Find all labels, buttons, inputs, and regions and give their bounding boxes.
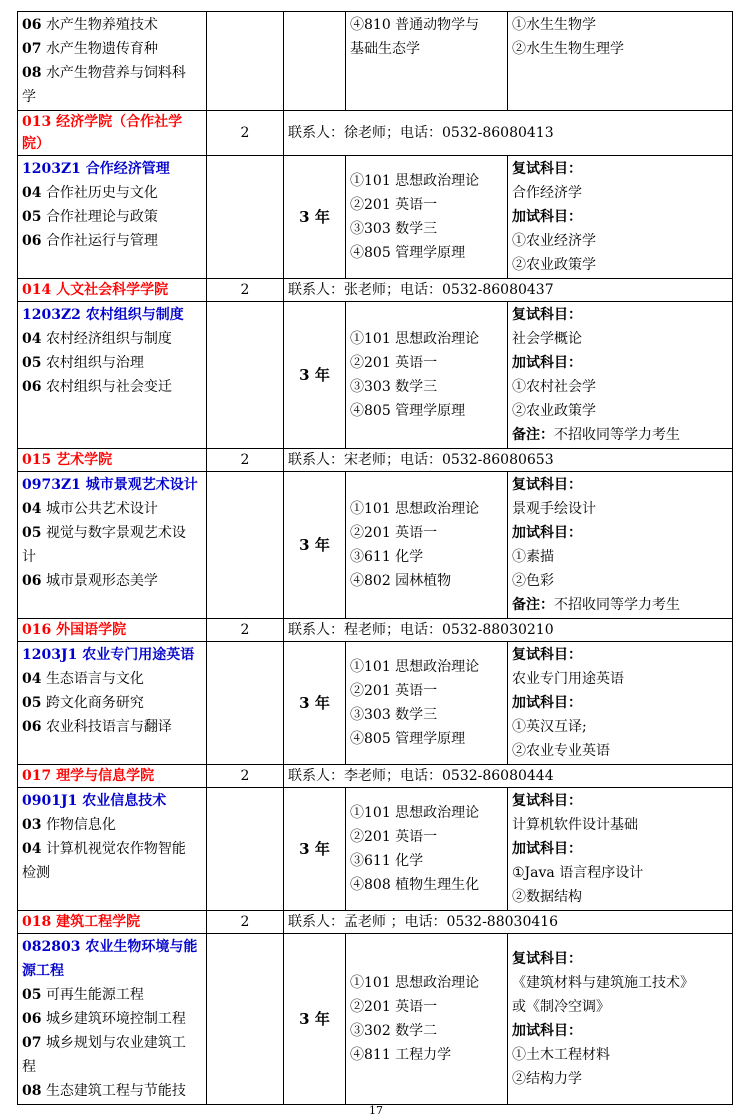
exam-item: ③302 数学二 [350,1023,438,1039]
college-header-row [18,765,733,788]
college-name: 013 经济学院（合作社学 [22,114,183,130]
college-header-row [18,911,733,934]
direction-name: 生态语言与文化 [45,671,144,687]
direction-name: 视觉与数字景观艺术设 [45,525,186,541]
contact-info: 联系人：程老师；电话：0532-88030210 [284,619,733,642]
direction-code: 04 [22,671,42,687]
direction-name: 水产生物养殖技术 [45,17,158,33]
retest-item: ①农村社会学 [512,379,596,395]
major-title: 0901J1 农业信息技术 [22,793,167,809]
exam-item: ①101 思想政治理论 [350,173,480,189]
college-header-row [18,449,733,472]
exam-item: ③303 数学三 [350,379,438,395]
retest-heading: 加试科目： [512,525,582,541]
retest-heading: 加试科目： [512,355,582,371]
page-number: 17 [369,1104,383,1117]
direction-code: 04 [22,185,42,201]
direction-code: 04 [22,841,42,857]
major-cell [18,156,207,279]
direction-item [22,1079,202,1103]
retest-item: ①农业经济学 [512,233,596,249]
college-name-cell [18,449,207,472]
exam-item: ②201 英语一 [350,525,438,541]
retest-heading: 复试科目： [512,161,582,177]
direction-name: 水产生物营养与饲料科 [45,65,186,81]
quota-cell [207,302,284,449]
catalog-table [17,11,733,1105]
college-header-row [18,279,733,302]
exam-subjects [346,302,508,449]
major-cell [18,302,207,449]
major-title: 0973Z1 城市景观艺术设计 [22,477,198,493]
note-item [512,593,728,617]
exam-item: ④805 管理学原理 [350,245,466,261]
exam-item: 基础生态学 [350,41,420,57]
college-name-cell [18,279,207,302]
quota-cell: 2 [207,111,284,156]
college-name: 018 建筑工程学院 [22,914,141,930]
major-cell [18,472,207,619]
direction-code: 04 [22,501,42,517]
major-row [18,934,733,1105]
major-cell [18,642,207,765]
contact-info: 联系人：张老师；电话：0532-86080437 [284,279,733,302]
direction-name: 城乡规划与农业建筑工 [45,1035,186,1051]
direction-name: 水产生物遗传育种 [45,41,158,57]
direction-item [22,497,202,521]
major-title: 1203Z1 合作经济管理 [22,161,170,177]
direction-name: 城市公共艺术设计 [45,501,158,517]
direction-name: 农村组织与社会变迁 [45,379,172,395]
exam-subjects [346,156,508,279]
direction-code: 05 [22,525,42,541]
major-title: 1203Z2 农村组织与制度 [22,307,184,323]
direction-name: 计 [22,549,36,565]
quota-cell: 2 [207,279,284,302]
quota-cell: 2 [207,449,284,472]
quota-cell [207,156,284,279]
direction-code: 05 [22,695,42,711]
direction-item [22,983,202,1007]
retest-subjects [508,156,733,279]
direction-item [22,61,202,85]
direction-item [22,545,202,569]
direction-name: 合作社理论与政策 [45,209,158,225]
retest-heading: 复试科目： [512,307,582,323]
direction-list [18,12,207,111]
exam-item: ①101 思想政治理论 [350,659,480,675]
major-row [18,472,733,619]
retest-subjects [508,788,733,911]
direction-item [22,569,202,593]
duration-cell: 3 年 [284,472,346,619]
direction-name: 作物信息化 [45,817,116,833]
note-label: 备注： [512,597,554,613]
direction-item [22,521,202,545]
direction-code: 05 [22,987,42,1003]
exam-item: ③611 化学 [350,853,424,869]
duration-cell: 3 年 [284,156,346,279]
retest-item: ②水生生物生理学 [512,41,624,57]
direction-name: 计算机视觉农作物智能 [45,841,186,857]
exam-item: ③611 化学 [350,549,424,565]
direction-code: 07 [22,1035,42,1051]
exam-subjects [346,934,508,1105]
exam-subjects [346,788,508,911]
exam-item: ④810 普通动物学与 [350,17,480,33]
exam-item: ②201 英语一 [350,999,438,1015]
direction-code: 06 [22,17,42,33]
major-row [18,788,733,911]
retest-item: ①土木工程材料 [512,1047,610,1063]
quota-cell [207,788,284,911]
duration-cell: 3 年 [284,934,346,1105]
college-name-cell [18,765,207,788]
direction-item [22,667,202,691]
duration-cell: 3 年 [284,642,346,765]
exam-item: ③303 数学三 [350,707,438,723]
retest-subjects [508,12,733,111]
direction-item [22,715,202,739]
direction-name: 农村经济组织与制度 [45,331,172,347]
retest-heading: 加试科目： [512,841,582,857]
direction-code: 08 [22,1083,42,1099]
direction-code: 06 [22,1011,42,1027]
direction-name: 生态建筑工程与节能技 [45,1083,186,1099]
note-text: 不招收同等学力考生 [554,597,680,613]
note-label: 备注： [512,427,554,443]
direction-code: 08 [22,65,42,81]
direction-name: 可再生能源工程 [45,987,144,1003]
direction-item [22,691,202,715]
quota-cell [207,934,284,1105]
retest-item: ①水生生物学 [512,17,596,33]
retest-item: ②色彩 [512,573,554,589]
retest-subjects [508,472,733,619]
retest-heading: 加试科目： [512,695,582,711]
exam-subjects [346,12,508,111]
college-name-cell [18,619,207,642]
retest-heading: 复试科目： [512,793,582,809]
retest-subjects [508,302,733,449]
direction-item [22,861,202,885]
retest-subjects [508,642,733,765]
direction-code: 05 [22,355,42,371]
college-name: 015 艺术学院 [22,452,113,468]
duration-cell [284,12,346,111]
major-title: 082803 农业生物环境与能源工程 [22,939,198,979]
retest-item: 《建筑材料与建筑施工技术》 [512,975,694,991]
retest-heading: 加试科目： [512,209,582,225]
contact-info: 联系人：宋老师；电话：0532-86080653 [284,449,733,472]
direction-item [22,375,202,399]
retest-item: 计算机软件设计基础 [512,817,638,833]
continued-row [18,12,733,111]
retest-item: ①Java 语言程序设计 [512,865,644,881]
retest-heading: 复试科目： [512,951,582,967]
retest-item: 社会学概论 [512,331,582,347]
quota-cell [207,472,284,619]
quota-cell: 2 [207,765,284,788]
retest-item: 或《制冷空调》 [512,999,610,1015]
direction-item [22,37,202,61]
direction-item [22,13,202,37]
direction-item [22,327,202,351]
duration-cell: 3 年 [284,788,346,911]
retest-item: 景观手绘设计 [512,501,596,517]
retest-heading: 复试科目： [512,477,582,493]
quota-cell: 2 [207,619,284,642]
direction-name: 学 [22,89,36,105]
retest-item: ②农业专业英语 [512,743,610,759]
direction-item [22,813,202,837]
exam-item: ①101 思想政治理论 [350,805,480,821]
quota-cell [207,12,284,111]
quota-cell: 2 [207,911,284,934]
exam-item: ③303 数学三 [350,221,438,237]
exam-item: ①101 思想政治理论 [350,501,480,517]
quota-cell [207,642,284,765]
direction-item [22,1031,202,1055]
direction-name: 城乡建筑环境控制工程 [45,1011,186,1027]
direction-code: 06 [22,379,42,395]
direction-item [22,1007,202,1031]
direction-code: 06 [22,233,42,249]
direction-item [22,837,202,861]
duration-cell: 3 年 [284,302,346,449]
direction-name: 农业科技语言与翻译 [45,719,172,735]
direction-item [22,181,202,205]
exam-item: ④808 植物生理生化 [350,877,480,893]
retest-item: ①英汉互译; [512,719,587,735]
direction-name: 城市景观形态美学 [45,573,158,589]
note-text: 不招收同等学力考生 [554,427,680,443]
direction-item [22,205,202,229]
exam-item: ④805 管理学原理 [350,731,466,747]
exam-item: ①101 思想政治理论 [350,331,480,347]
exam-item: ④802 园林植物 [350,573,452,589]
exam-subjects [346,472,508,619]
direction-name: 程 [22,1059,36,1075]
exam-item: ②201 英语一 [350,197,438,213]
college-name: 014 人文社会科学学院 [22,282,169,298]
exam-subjects [346,642,508,765]
major-cell [18,788,207,911]
direction-name: 合作社运行与管理 [45,233,158,249]
exam-item: ④811 工程力学 [350,1047,452,1063]
retest-item: ②结构力学 [512,1071,582,1087]
retest-item: ①素描 [512,549,554,565]
exam-item: ②201 英语一 [350,829,438,845]
contact-info: 联系人：孟老师 ；电话：0532-88030416 [284,911,733,934]
college-header-row [18,111,733,156]
direction-item [22,1055,202,1079]
direction-code: 05 [22,209,42,225]
retest-item: 合作经济学 [512,185,582,201]
direction-code: 07 [22,41,42,57]
contact-info: 联系人：李老师；电话：0532-86080444 [284,765,733,788]
exam-item: ④805 管理学原理 [350,403,466,419]
exam-item: ①101 思想政治理论 [350,975,480,991]
direction-name: 合作社历史与文化 [45,185,158,201]
retest-item: ②农业政策学 [512,403,596,419]
major-title: 1203J1 农业专门用途英语 [22,647,195,663]
direction-item [22,85,202,109]
exam-item: ②201 英语一 [350,683,438,699]
college-name: 院） [22,136,50,152]
major-row [18,156,733,279]
retest-item: ②数据结构 [512,889,582,905]
direction-name: 检测 [22,865,50,881]
direction-code: 03 [22,817,42,833]
major-row [18,642,733,765]
major-row [18,302,733,449]
retest-item: 农业专门用途英语 [512,671,624,687]
college-name: 017 理学与信息学院 [22,768,155,784]
retest-heading: 复试科目： [512,647,582,663]
contact-info: 联系人：徐老师；电话：0532-86080413 [284,111,733,156]
college-name-cell [18,911,207,934]
direction-name: 跨文化商务研究 [45,695,144,711]
major-cell [18,934,207,1105]
college-name-cell [18,111,207,156]
direction-code: 06 [22,573,42,589]
retest-heading: 加试科目： [512,1023,582,1039]
note-item [512,423,728,447]
exam-item: ②201 英语一 [350,355,438,371]
retest-subjects [508,934,733,1105]
direction-item [22,229,202,253]
retest-item: ②农业政策学 [512,257,596,273]
direction-item [22,351,202,375]
direction-code: 06 [22,719,42,735]
direction-code: 04 [22,331,42,347]
direction-name: 农村组织与治理 [45,355,144,371]
college-header-row [18,619,733,642]
college-name: 016 外国语学院 [22,622,127,638]
